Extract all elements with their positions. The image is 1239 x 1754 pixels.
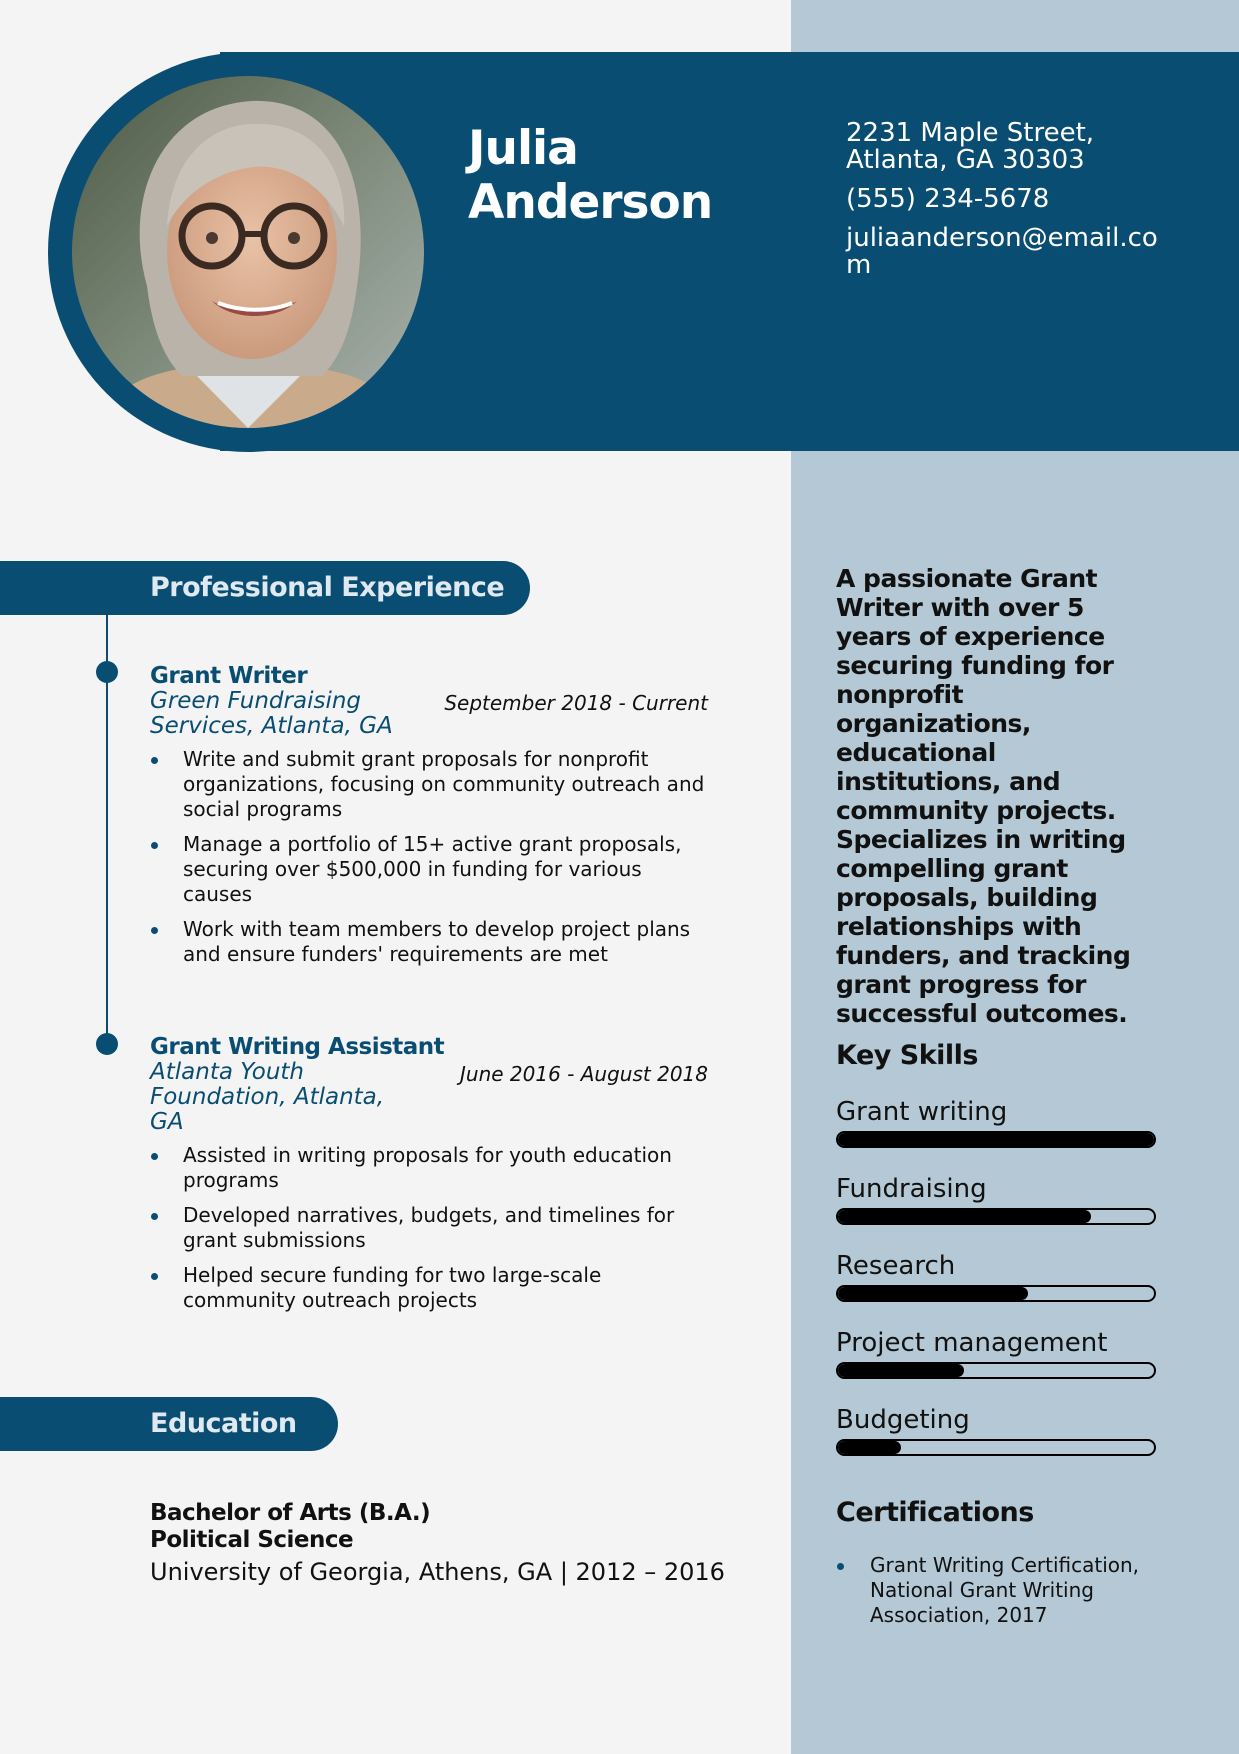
skill-bar xyxy=(836,1439,1156,1456)
profile-photo xyxy=(72,76,424,428)
job-title: Grant Writing Assistant xyxy=(150,1034,445,1060)
skill-item xyxy=(836,1173,1156,1250)
job-company: Atlanta Youth Foundation, Atlanta, GA xyxy=(150,1059,385,1135)
certifications-heading: Certifications xyxy=(836,1497,1034,1528)
timeline-dot xyxy=(96,1033,118,1055)
list-item: Helped secure funding for two large-scale community outreach projects xyxy=(150,1263,710,1313)
skill-bar xyxy=(836,1362,1156,1379)
degree-line1: Bachelor of Arts (B.A.) xyxy=(150,1500,431,1526)
skill-bar xyxy=(836,1131,1156,1148)
list-item: Assisted in writing proposals for youth education programs xyxy=(150,1143,710,1193)
first-name: Julia xyxy=(468,121,578,176)
skill-name: Budgeting xyxy=(836,1405,970,1435)
phone: (555) 234-5678 xyxy=(846,184,1050,214)
job-entry xyxy=(150,1035,710,1323)
skill-bar-fill xyxy=(838,1133,1154,1146)
education-entry xyxy=(150,1500,750,1588)
list-item: Manage a portfolio of 15+ active grant proposals, securing over $500,000 in funding for various causes xyxy=(150,832,710,907)
school: University of Georgia, Athens, GA | 2012 – 2016 xyxy=(150,1558,725,1586)
job-dates: June 2016 - August 2018 xyxy=(460,1062,708,1086)
contact-block xyxy=(846,120,1176,291)
skill-item xyxy=(836,1327,1156,1404)
skill-name: Grant writing xyxy=(836,1097,1008,1127)
job-entry xyxy=(150,664,710,977)
experience-heading: Professional Experience xyxy=(0,561,530,615)
education-heading: Education xyxy=(0,1397,338,1451)
candidate-name xyxy=(468,122,768,230)
list-item: Developed narratives, budgets, and timelines for grant submissions xyxy=(150,1203,710,1253)
skill-bar-fill xyxy=(838,1364,964,1377)
skill-bar xyxy=(836,1208,1156,1225)
timeline-dot xyxy=(96,661,118,683)
skills-heading: Key Skills xyxy=(836,1040,978,1071)
address-line1: 2231 Maple Street, xyxy=(846,118,1095,148)
job-company: Green Fundraising Services, Atlanta, GA xyxy=(150,688,393,739)
address xyxy=(846,120,1176,174)
certifications-list xyxy=(836,1553,1166,1628)
job-dates: September 2018 - Current xyxy=(444,691,708,715)
skill-bar-fill xyxy=(838,1441,901,1454)
skills-list xyxy=(836,1096,1156,1481)
skill-item xyxy=(836,1404,1156,1481)
skill-item xyxy=(836,1096,1156,1173)
job-title: Grant Writer xyxy=(150,663,308,689)
list-item: Grant Writing Certification, National Grant Writing Association, 2017 xyxy=(836,1553,1166,1628)
skill-bar-fill xyxy=(838,1287,1028,1300)
skill-bar-fill xyxy=(838,1210,1091,1223)
skill-name: Research xyxy=(836,1251,956,1281)
profile-summary: A passionate Grant Writer with over 5 years of experience securing funding for nonprofit organizations, educational institutions, and community projects. Specializes in writing compelling grant proposals, building relationships with funders, and tracking grant progress for successful outcomes. xyxy=(836,564,1131,1028)
address-line2: Atlanta, GA 30303 xyxy=(846,145,1085,175)
list-item: Work with team members to develop project plans and ensure funders' requirements are met xyxy=(150,917,710,967)
skill-name: Fundraising xyxy=(836,1174,987,1204)
skill-bar xyxy=(836,1285,1156,1302)
last-name: Anderson xyxy=(468,175,713,230)
skill-item xyxy=(836,1250,1156,1327)
email[interactable]: juliaanderson@email.com xyxy=(846,223,1158,280)
degree-line2: Political Science xyxy=(150,1527,354,1553)
job-bullets xyxy=(150,1143,710,1313)
skill-name: Project management xyxy=(836,1328,1108,1358)
list-item: Write and submit grant proposals for nonprofit organizations, focusing on community outreach and social programs xyxy=(150,747,710,822)
job-bullets xyxy=(150,747,710,967)
